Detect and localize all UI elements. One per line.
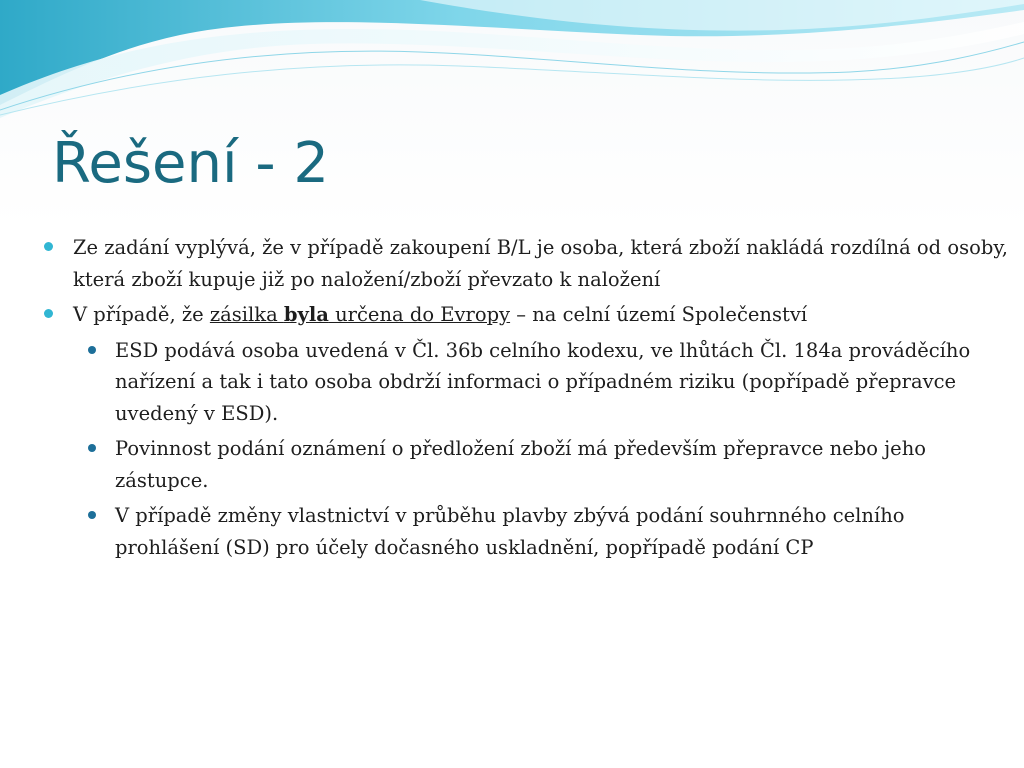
bullet-text-suffix: – na celní území Společenství	[510, 303, 808, 326]
bullet-text-u2: určena do Evropy	[328, 303, 511, 326]
bullet-dot-icon	[44, 242, 53, 251]
sub-bullet-text: Povinnost podání oznámení o předložení zboží má především přepravce nebo jeho zástupce.	[115, 437, 927, 492]
slide-content	[44, 232, 1009, 567]
bullet-text-u1: zásilka	[209, 303, 284, 326]
bullet-text-underlined	[210, 303, 510, 326]
bullet-dot-icon	[88, 346, 96, 354]
bullet-dot-icon	[88, 444, 96, 452]
sub-bullet-text: ESD podává osoba uvedená v Čl. 36b celního kodexu, ve lhůtách Čl. 184a prováděcího nařízení a tak i tato osoba obdrží informaci o případném riziku (popřípadě přepravce uvedený v ESD).	[115, 338, 971, 425]
header-wave-decoration	[0, 0, 1024, 130]
slide-title: Řešení - 2	[52, 131, 329, 196]
sub-bullet-item	[86, 433, 1009, 496]
bullet-item	[44, 232, 1009, 295]
sub-bullet-item	[86, 500, 1009, 563]
sub-bullet-text: V případě změny vlastnictví v průběhu plavby zbývá podání souhrnného celního prohlášení (SD) pro účely dočasného uskladnění, popřípadě podání CP	[115, 504, 905, 559]
bullet-dot-icon	[44, 309, 53, 318]
bullet-dot-icon	[88, 511, 96, 519]
bullet-text-prefix: V případě, že	[73, 303, 210, 326]
bullet-text: Ze zadání vyplývá, že v případě zakoupení B/L je osoba, která zboží nakládá rozdílná od osoby, která zboží kupuje již po naložení/zboží převzato k naložení	[73, 236, 1008, 291]
bullet-item	[44, 299, 1009, 331]
sub-bullet-item	[86, 335, 1009, 430]
bullet-text-bold: byla	[283, 303, 329, 326]
